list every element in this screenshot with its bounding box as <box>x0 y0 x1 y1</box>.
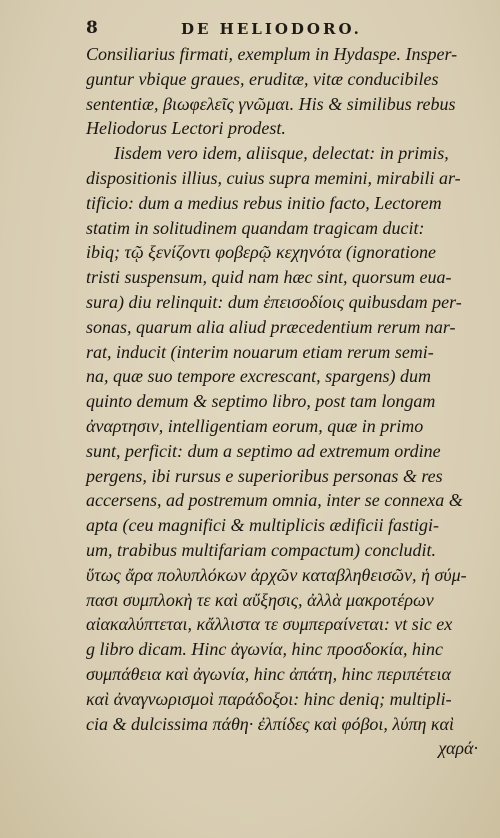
page-header <box>86 18 476 42</box>
text-line: na, quæ suo tempore excrescant, spargens) dum <box>86 366 431 387</box>
text-line: dispositionis illius, cuius supra memini, mirabili ar- <box>86 167 461 188</box>
text-line: ἀναρτησιν, intelligentiam eorum, quæ in primo <box>86 415 424 436</box>
text-line: ibiq; τῷ ξενίζοντι φοβερῷ κεχηνότα (ignoratione <box>86 242 436 263</box>
text-line: cia & dulcissima πάθη· ἐλπίδες καὶ φόβοι, λύπη καὶ <box>86 713 455 734</box>
text-line: Iisdem vero idem, aliisque, delectat: in primis, <box>114 143 449 164</box>
running-title: DE HELIODORO. <box>181 20 362 38</box>
text-line: πασι συμπλοκὴ τε καὶ αὔξησις, ἀλλὰ μακροτέρων <box>86 589 434 610</box>
text-line: accersens, ad postremum omnia, inter se connexa & <box>86 490 463 511</box>
text-line: sura) diu relinquit: dum ἐπεισοδίοις quibusdam per- <box>86 291 462 312</box>
text-line: sonas, quarum alia aliud præcedentium rerum nar- <box>86 316 456 337</box>
page-number: 8 <box>86 18 98 38</box>
text-line: tificio: dum a medius rebus initio facto, Lectorem <box>86 192 442 213</box>
text-line: um, trabibus multifariam compactum) concludit. <box>86 539 436 560</box>
text-line: guntur vbique graues, eruditæ, vitæ conducibiles <box>86 68 439 89</box>
text-line: pergens, ibi rursus e superioribus personas & res <box>86 465 443 486</box>
text-line: tristi suspensum, quid nam hæc sint, quorsum eua- <box>86 267 452 288</box>
text-line: quinto demum & septimo libro, post tam longam <box>86 391 436 412</box>
text-line: Consiliarius firmati, exemplum in Hydaspe. Insper- <box>86 44 458 64</box>
text-line: apta (ceu magnifici & multiplicis ædificii fastigi- <box>86 515 439 536</box>
text-line: Heliodorus Lectori prodest. <box>86 118 286 139</box>
text-line: χαρά· <box>438 738 478 759</box>
text-line: statim in solitudinem quandam tragicam ducit: <box>86 217 425 238</box>
text-line: sunt, perficit: dum a septimo ad extremum ordine <box>86 440 441 461</box>
text-line: αἰακαλύπτεται, κἄλλιστα τε συμπεραίνεται: vt sic ex <box>86 614 453 635</box>
text-line: g libro dicam. Hinc ἀγωνία, hinc προσδοκία, hinc <box>86 639 443 660</box>
text-line: sententiæ, βιωφελεῖς γνῶμαι. His & similibus rebus <box>86 93 456 114</box>
body-text <box>86 42 478 761</box>
text-line: συμπάθεια καὶ ἀγωνία, hinc ἀπάτη, hinc περιπέτεια <box>86 663 451 684</box>
text-line: ὕτως ἄρα πολυπλόκων ἀρχῶν καταβληθεισῶν, ἡ σύμ- <box>86 564 467 585</box>
text-line: καὶ ἀναγνωρισμοὶ παράδοξοι: hinc deniq; multipli- <box>86 688 452 709</box>
text-line: rat, inducit (interim nouarum etiam rerum semi- <box>86 341 434 362</box>
